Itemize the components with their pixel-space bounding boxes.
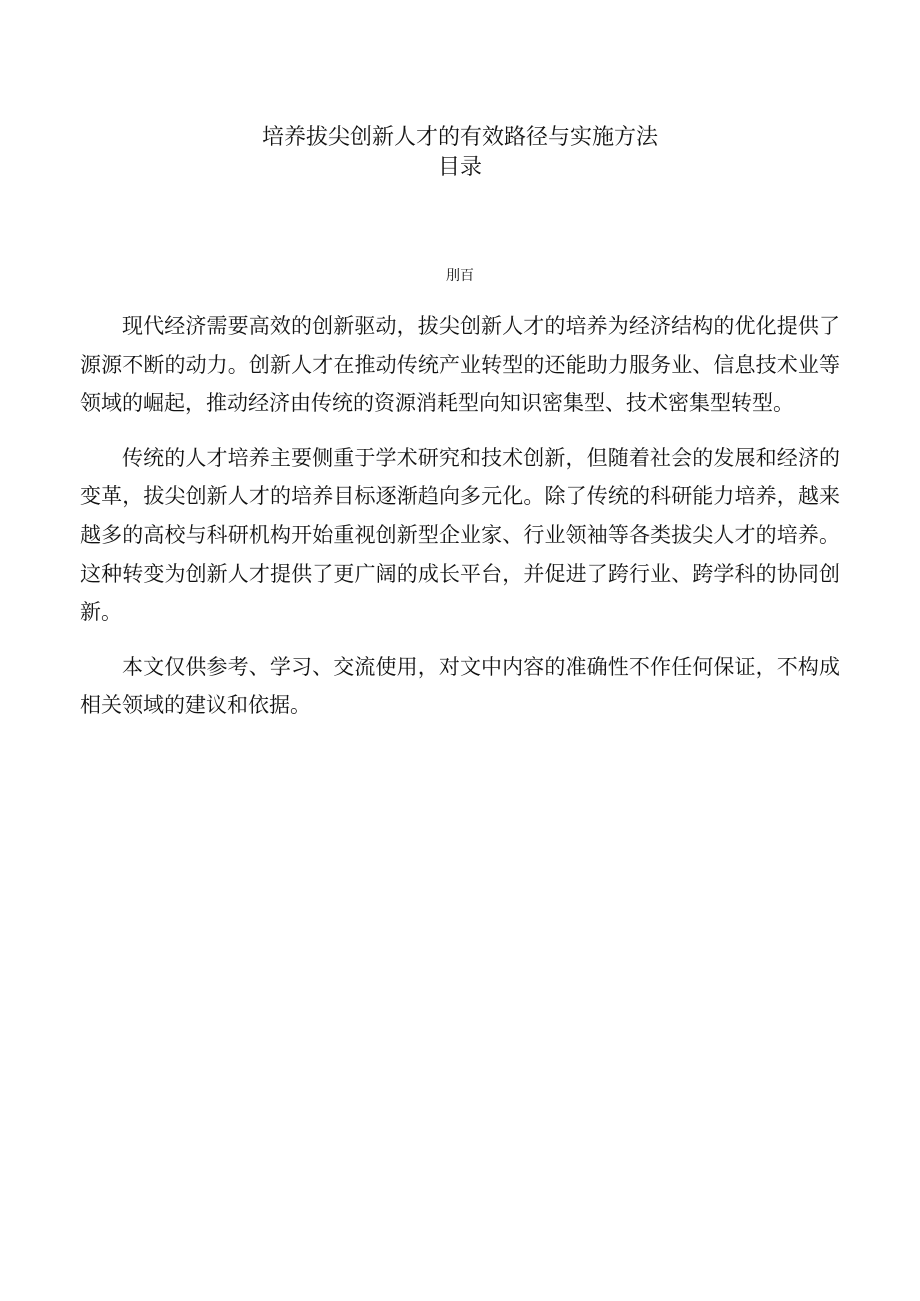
table-of-contents-label: 目录 [437,155,482,180]
preface-heading: 刖百 [446,268,474,284]
title-block [0,124,920,182]
body-text [80,307,840,741]
paragraph-3: 本文仅供参考、学习、交流使用，对文中内容的准确性不作任何保证，不构成相关领域的建议和依据。 [80,654,840,718]
document-title: 培养拔尖创新人才的有效路径与实施方法 [261,125,658,150]
paragraph-2: 传统的人才培养主要侧重于学术研究和技术创新，但随着社会的发展和经济的变革，拔尖创新人才的培养目标逐渐趋向多元化。除了传统的科研能力培养，越来越多的高校与科研机构开始重视创新型企业家、行业领袖等各类拔尖人才的培养。这种转变为创新人才提供了更广阔的成长平台，并促进了跨行业、跨学科的协同创新。 [80,445,840,625]
paragraph-1: 现代经济需要高效的创新驱动，拔尖创新人才的培养为经济结构的优化提供了源源不断的动力。创新人才在推动传统产业转型的还能助力服务业、信息技术业等领域的崛起，推动经济由传统的资源消耗型向知识密集型、技术密集型转型。 [80,314,840,416]
